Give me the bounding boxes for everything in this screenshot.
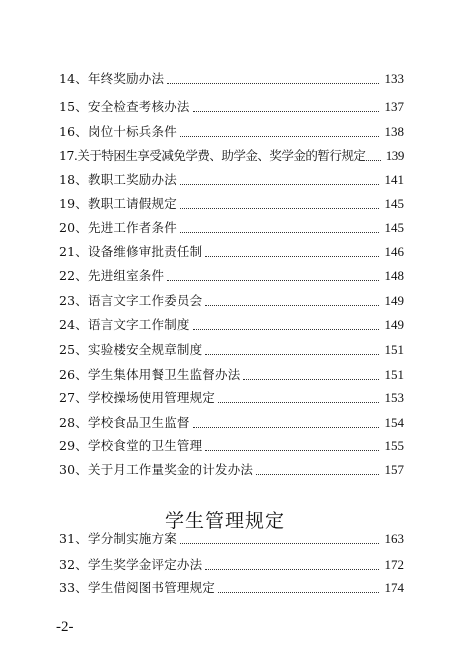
toc-entry <box>59 386 404 406</box>
toc-entry <box>59 192 404 212</box>
toc-entry-page: 146 <box>384 244 404 259</box>
toc-entry-page: 153 <box>384 390 404 405</box>
toc-entry-title: 29、学校食堂的卫生管理 <box>59 438 203 453</box>
dot-leader <box>205 450 379 451</box>
dot-leader <box>256 474 379 475</box>
dot-leader <box>167 83 379 84</box>
dot-leader <box>205 354 379 355</box>
toc-entry-page: 148 <box>384 268 404 283</box>
toc-entry <box>59 144 404 164</box>
toc-entry-page: 157 <box>384 462 404 477</box>
dot-leader <box>243 379 379 380</box>
toc-entry-page: 133 <box>384 71 404 86</box>
dot-leader <box>180 543 379 544</box>
toc-entry <box>59 95 404 115</box>
toc-entry-title: 17.关于特困生享受减免学费、助学金、奖学金的暂行规定 <box>59 148 366 163</box>
toc-entry <box>59 363 404 383</box>
toc-entry-page: 149 <box>384 317 404 332</box>
toc-entry-page: 163 <box>384 531 404 546</box>
toc-entry <box>59 576 404 596</box>
toc-entry-page: 172 <box>384 557 404 572</box>
toc-entry-title: 19、教职工请假规定 <box>59 196 177 211</box>
toc-entry-title: 14、年终奖励办法 <box>59 71 165 86</box>
toc-entry <box>59 434 404 454</box>
toc-entry-title: 33、学生借阅图书管理规定 <box>59 580 216 595</box>
toc-entry-page: 138 <box>384 124 404 139</box>
toc-entry-page: 139 <box>385 148 404 163</box>
toc-entry-page: 141 <box>384 172 404 187</box>
dot-leader <box>180 232 379 233</box>
toc-entry <box>59 411 404 431</box>
dot-leader <box>218 592 379 593</box>
toc-entry-title: 24、语言文字工作制度 <box>59 317 190 332</box>
dot-leader <box>205 256 379 257</box>
dot-leader <box>218 402 379 403</box>
toc-entry <box>59 240 404 260</box>
dot-leader <box>205 569 379 570</box>
toc-entry-page: 151 <box>384 367 404 382</box>
dot-leader <box>205 305 379 306</box>
toc-entry-title: 31、学分制实施方案 <box>59 531 177 546</box>
toc-entry <box>59 338 404 358</box>
toc-entry-title: 26、学生集体用餐卫生监督办法 <box>59 367 241 382</box>
toc-entry-page: 145 <box>384 220 404 235</box>
toc-entry-page: 155 <box>384 438 404 453</box>
dot-leader <box>193 427 379 428</box>
toc-entry-title: 16、岗位十标兵条件 <box>59 124 177 139</box>
dot-leader <box>193 329 379 330</box>
toc-entry <box>59 120 404 140</box>
toc-entry-title: 23、语言文字工作委员会 <box>59 293 203 308</box>
toc-entry <box>59 67 404 87</box>
dot-leader <box>167 280 379 281</box>
toc-entry-page: 174 <box>384 580 404 595</box>
toc-entry-title: 30、关于月工作量奖金的计发办法 <box>59 462 254 477</box>
toc-entry-title: 25、实验楼安全规章制度 <box>59 342 203 357</box>
dot-leader <box>180 136 379 137</box>
toc-entry <box>59 216 404 236</box>
section-heading: 学生管理规定 <box>164 510 285 532</box>
toc-entry-page: 149 <box>384 293 404 308</box>
toc-entry-title: 28、学校食品卫生监督 <box>59 415 190 430</box>
dot-leader <box>180 208 379 209</box>
toc-entry-title: 22、先进组室条件 <box>59 268 165 283</box>
toc-entry <box>59 168 404 188</box>
toc-entry-page: 151 <box>384 342 404 357</box>
toc-entry-title: 20、先进工作者条件 <box>59 220 177 235</box>
dot-leader <box>193 111 379 112</box>
dot-leader <box>180 184 379 185</box>
toc-entry <box>59 289 404 309</box>
toc-entry <box>59 458 404 478</box>
dot-leader <box>366 160 381 161</box>
toc-entry-title: 21、设备维修审批责任制 <box>59 244 203 259</box>
toc-entry-title: 32、学生奖学金评定办法 <box>59 557 203 572</box>
toc-entry <box>59 264 404 284</box>
toc-entry <box>59 527 404 547</box>
toc-entry-page: 137 <box>384 99 404 114</box>
toc-entry <box>59 553 404 573</box>
page-number: -2- <box>56 619 74 635</box>
toc-entry-page: 145 <box>384 196 404 211</box>
toc-entry-title: 15、安全检查考核办法 <box>59 99 190 114</box>
toc-entry-title: 27、学校操场使用管理规定 <box>59 390 216 405</box>
toc-entry <box>59 313 404 333</box>
toc-entry-title: 18、教职工奖励办法 <box>59 172 177 187</box>
toc-entry-page: 154 <box>384 415 404 430</box>
